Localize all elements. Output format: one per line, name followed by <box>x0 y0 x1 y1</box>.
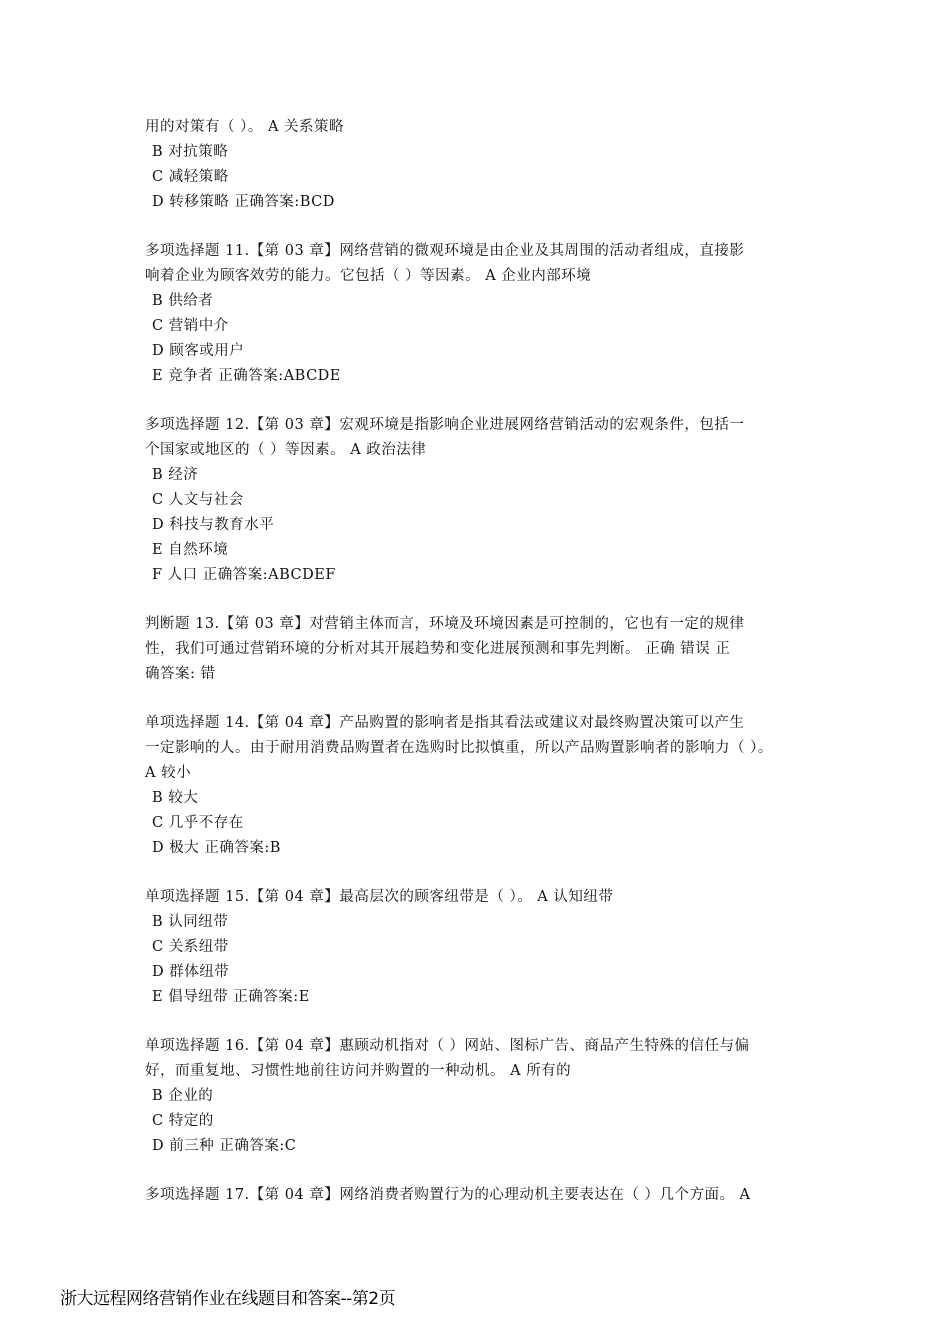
question-text-line: 判断题 13.【第 03 章】对营销主体而言，环境及环境因素是可控制的，它也有一定的规律 <box>145 616 745 632</box>
page-footer: 浙大远程网络营销作业在线题目和答案--第2页 <box>60 1289 396 1309</box>
answer-option-line: D 转移策略 正确答案:BCD <box>152 194 335 210</box>
answer-option-line: E 自然环境 <box>152 542 229 558</box>
answer-option-line: B 较大 <box>152 790 199 806</box>
answer-option-line: C 营销中介 <box>152 318 229 334</box>
answer-option-line: C 几乎不存在 <box>152 815 244 831</box>
answer-option-line: D 科技与教育水平 <box>152 517 275 533</box>
answer-option-line: B 认同纽带 <box>152 914 229 930</box>
question-block <box>145 239 820 389</box>
answer-option-line: C 关系纽带 <box>152 939 229 955</box>
question-block <box>145 1034 820 1159</box>
answer-option-line: B 经济 <box>152 467 199 483</box>
answer-option-line: D 极大 正确答案:B <box>152 840 281 856</box>
question-text-line: 单项选择题 14.【第 04 章】产品购置的影响者是指其看法或建议对最终购置决策可以产生 <box>145 715 745 731</box>
answer-option-line: C 人文与社会 <box>152 492 244 508</box>
answer-option-line: E 竞争者 正确答案:ABCDE <box>152 368 341 384</box>
answer-option-line: D 顾客或用户 <box>152 343 245 359</box>
answer-option-line: C 特定的 <box>152 1113 214 1129</box>
answer-option-line: D 群体纽带 <box>152 964 230 980</box>
question-block <box>145 115 820 215</box>
question-text-line: 多项选择题 12.【第 03 章】宏观环境是指影响企业进展网络营销活动的宏观条件，包括一 <box>145 417 745 433</box>
question-block <box>145 1183 820 1208</box>
answer-option-line: D 前三种 正确答案:C <box>152 1138 297 1154</box>
question-text-line: 一定影响的人。由于耐用消费品购置者在选购时比拟慎重，所以产品购置影响者的影响力（ ）。 <box>145 740 773 756</box>
question-text-line: 确答案: 错 <box>145 666 216 682</box>
answer-option-line: B 企业的 <box>152 1088 214 1104</box>
question-text-line: 多项选择题 11.【第 03 章】网络营销的微观环境是由企业及其周围的活动者组成，直接影 <box>145 243 745 259</box>
answer-option-line: E 倡导纽带 正确答案:E <box>152 989 310 1005</box>
question-block <box>145 885 820 1010</box>
question-block <box>145 612 820 687</box>
question-text-line: 用的对策有（ ）。 A 关系策略 <box>145 119 345 135</box>
answer-option-line: F 人口 正确答案:ABCDEF <box>152 567 336 583</box>
question-list <box>145 115 820 1232</box>
question-text-line: 个国家或地区的（ ）等因素。 A 政治法律 <box>145 442 427 458</box>
question-text-line: 好，而重复地、习惯性地前往访问并购置的一种动机。 A 所有的 <box>145 1063 572 1079</box>
question-block <box>145 711 820 861</box>
question-block <box>145 413 820 588</box>
question-text-line: 性，我们可通过营销环境的分析对其开展趋势和变化进展预测和事先判断。 正确 错误 正 <box>145 641 731 657</box>
question-text-line: 单项选择题 15.【第 04 章】最高层次的顾客纽带是（ ）。 A 认知纽带 <box>145 889 614 905</box>
answer-option-line: B 对抗策略 <box>152 144 229 160</box>
question-text-line: A 较小 <box>145 765 192 781</box>
answer-option-line: C 减轻策略 <box>152 169 229 185</box>
question-text-line: 单项选择题 16.【第 04 章】惠顾动机指对（ ）网站、图标广告、商品产生特殊的信任与偏 <box>145 1038 750 1054</box>
answer-option-line: B 供给者 <box>152 293 214 309</box>
question-text-line: 多项选择题 17.【第 04 章】网络消费者购置行为的心理动机主要表达在（ ）几个方面。 A <box>145 1187 751 1203</box>
question-text-line: 响着企业为顾客效劳的能力。它包括（ ）等因素。 A 企业内部环境 <box>145 268 592 284</box>
